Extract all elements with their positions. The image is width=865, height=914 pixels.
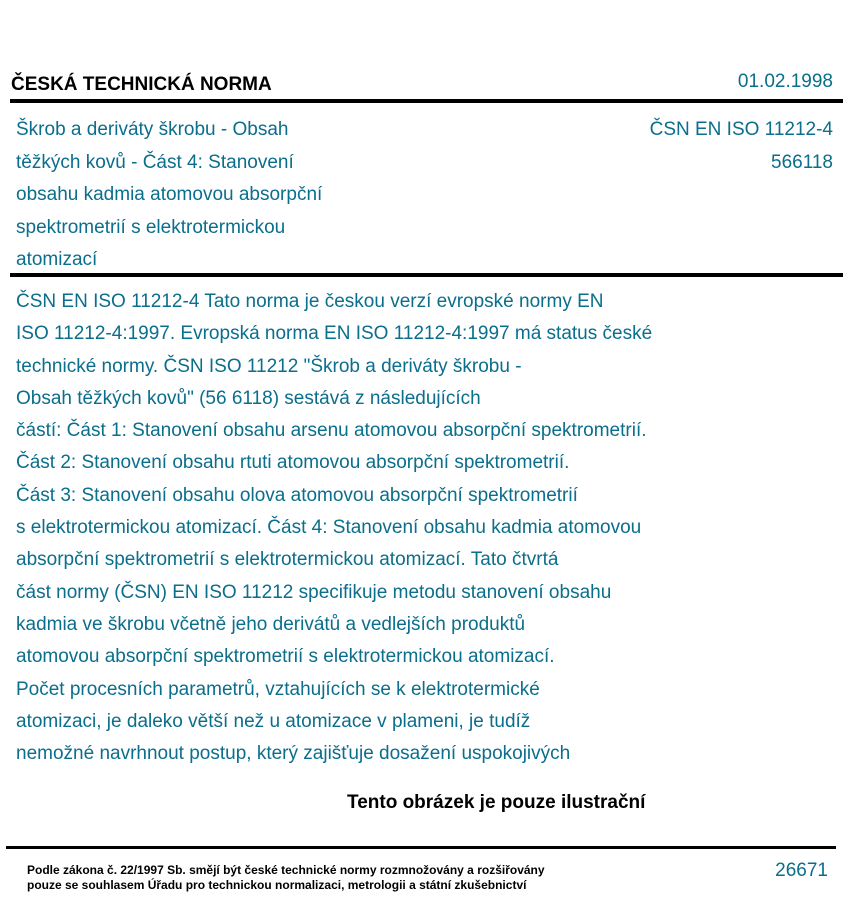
- body-line: Obsah těžkých kovů" (56 6118) sestává z následujících: [16, 387, 481, 409]
- body-line: Část 2: Stanovení obsahu rtuti atomovou absorpční spektrometrií.: [16, 452, 570, 474]
- standard-title-line: Škrob a deriváty škrobu - Obsah: [16, 119, 289, 140]
- body-line: Část 3: Stanovení obsahu olova atomovou absorpční spektrometrií: [16, 484, 578, 506]
- body-line: atomovou absorpční spektrometrií s elektrotermickou atomizací.: [16, 646, 555, 668]
- standard-title-line: atomizací: [16, 249, 98, 270]
- body-line: ČSN EN ISO 11212-4 Tato norma je českou verzí evropské normy EN: [16, 291, 604, 312]
- illustration-notice: Tento obrázek je pouze ilustrační: [347, 792, 646, 813]
- header-divider: [10, 99, 843, 103]
- title-divider: [10, 273, 843, 277]
- body-line: absorpční spektrometrií s elektrotermickou atomizací. Tato čtvrtá: [16, 549, 559, 571]
- body-line: ISO 11212-4:1997. Evropská norma EN ISO 11212-4:1997 má status české: [16, 323, 653, 345]
- body-line: část normy (ČSN) EN ISO 11212 specifikuje metodu stanovení obsahu: [16, 581, 612, 603]
- footer-divider: [6, 846, 836, 849]
- publication-date: 01.02.1998: [737, 71, 833, 92]
- standard-title: [16, 114, 396, 277]
- footer-legal-notice: [27, 863, 545, 893]
- body-line: kadmia ve škrobu včetně jeho derivátů a vedlejších produktů: [16, 613, 526, 635]
- document-number: 26671: [775, 860, 828, 881]
- footer-legal-line: Podle zákona č. 22/1997 Sb. smějí být české technické normy rozmnožovány a rozšiřovány: [27, 863, 545, 877]
- footer-legal-line: pouze se souhlasem Úřadu pro technickou normalizaci, metrologii a státní zkušebnictví: [27, 878, 527, 892]
- document-header-title: ČESKÁ TECHNICKÁ NORMA: [11, 74, 272, 95]
- body-text: [16, 286, 756, 770]
- classification-code: 566118: [771, 151, 833, 173]
- standard-designation: ČSN EN ISO 11212-4: [649, 119, 833, 140]
- standard-title-line: těžkých kovů - Část 4: Stanovení: [16, 151, 294, 173]
- standard-title-line: obsahu kadmia atomovou absorpční: [16, 184, 323, 205]
- body-line: atomizaci, je daleko větší než u atomizace v plameni, je tudíž: [16, 710, 531, 732]
- body-line: nemožné navrhnout postup, který zajišťuje dosažení uspokojivých: [16, 743, 571, 765]
- standard-identification: [650, 114, 833, 179]
- body-line: částí: Část 1: Stanovení obsahu arsenu atomovou absorpční spektrometrií.: [16, 420, 647, 442]
- body-line: s elektrotermickou atomizací. Část 4: Stanovení obsahu kadmia atomovou: [16, 517, 642, 539]
- body-line: technické normy. ČSN ISO 11212 "Škrob a deriváty škrobu -: [16, 355, 522, 377]
- body-line: Počet procesních parametrů, vztahujících se k elektrotermické: [16, 678, 540, 700]
- standard-title-line: spektrometrií s elektrotermickou: [16, 216, 286, 238]
